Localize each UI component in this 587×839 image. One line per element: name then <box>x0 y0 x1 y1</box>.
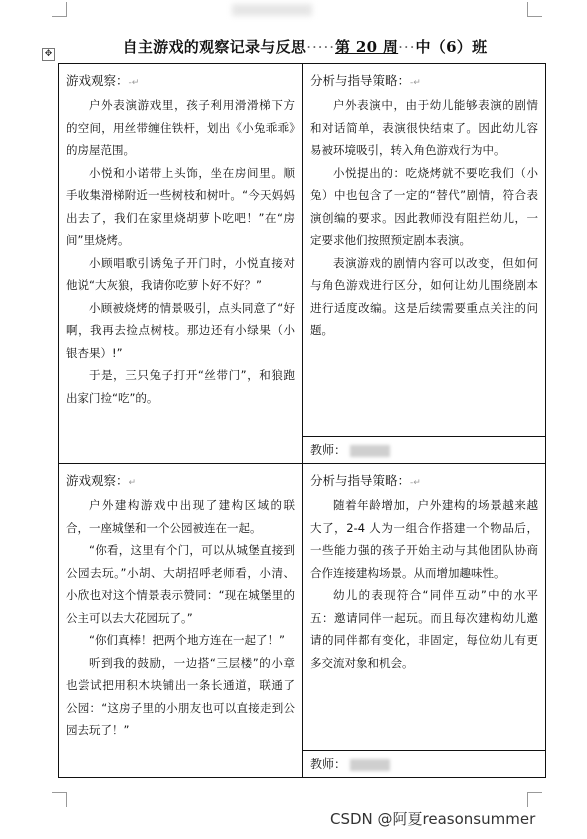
title-dots-2: ··· <box>398 38 416 56</box>
redacted-teacher-name <box>350 445 390 457</box>
obs2-para-4: 听到我的鼓励，一边搭“三层楼”的小章也尝试把用积木块铺出一条长通道，联通了公园：“这房子里的小朋友也可以直接走到公园去玩了！” <box>66 655 295 737</box>
title-dots-1: ····· <box>306 38 336 56</box>
ana1-para-2: 小悦提出的：吃烧烤就不要吃我们（小兔）中也包含了一定的“替代”剧情，符合表演创编的要求。因此教师没有阻拦幼儿，一定要求他们按照预定剧本表演。 <box>310 165 538 247</box>
ana1-para-1: 户外表演中，由于幼儿能够表演的剧情和对话简单，表演很快结束了。因此幼儿容易被环境吸引，转入角色游戏行为中。 <box>310 98 538 157</box>
obs1-para-2: 小悦和小诺带上头饰，坐在房间里。顺手收集滑梯附近一些树枝和树叶。“今天妈妈出去了，我们在家里烧胡萝卜吃吧！”在“房间”里烧烤。 <box>66 165 295 247</box>
teacher-label-1: 教师： <box>310 443 347 457</box>
page-corner-mark-bottom-left <box>52 792 67 807</box>
teacher-cell-2[interactable] <box>303 751 546 778</box>
observation-title-1: 游戏观察： <box>66 73 129 88</box>
obs1-para-1: 户外表演游戏里，孩子利用滑滑梯下方的空间，用丝带缠住铁杆，划出《小兔乖乖》的房屋范围。 <box>66 98 295 157</box>
page-corner-mark-top-left <box>52 2 67 17</box>
title-main: 自主游戏的观察记录与反思 <box>122 38 307 56</box>
page-corner-mark-bottom-right <box>527 792 542 807</box>
redacted-teacher-name <box>350 759 390 771</box>
observation-table <box>58 63 546 778</box>
ana2-para-1: 随着年龄增加，户外建构的场景越来越大了，2-4 人为一组合作搭建一个物品后，一些能力强的孩子开始主动与其他团队协商合作连接建构场景。从而增加趣味性。 <box>310 498 538 580</box>
obs2-para-3: “你们真棒！把两个地方连在一起了！” <box>89 633 285 647</box>
teacher-label-2: 教师： <box>310 757 347 771</box>
obs2-para-1: 户外建构游戏中出现了建构区域的联合，一座城堡和一个公园被连在一起。 <box>66 498 295 535</box>
obs2-para-2: “你看，这里有个门，可以从城堡直接到公园去玩。”小胡、大胡招呼老师看，小清、小欣也对这个情景表示赞同：“现在城堡里的公主可以去大花园玩了。” <box>66 543 295 625</box>
title-week: 第 20 周 <box>335 38 399 56</box>
analysis-title-2: 分析与指导策略： <box>310 473 411 488</box>
watermark: CSDN @阿夏reasonsummer <box>330 810 536 828</box>
title-class: 中（6）班 <box>415 38 488 56</box>
blurred-header-text <box>232 4 312 16</box>
observation-title-2: 游戏观察： <box>66 473 129 488</box>
analysis-title-1: 分析与指导策略： <box>310 73 411 88</box>
page-corner-mark-top-right <box>527 2 542 17</box>
obs1-para-4: 小顾被烧烤的情景吸引，点头同意了“好啊，我再去捡点树枝。那边还有小绿果（小银杏果）!” <box>66 300 295 360</box>
obs1-para-3: 小顾唱歌引诱兔子开门时，小悦直接对他说“大灰狼，我请你吃萝卜好不好？” <box>66 255 295 292</box>
ana1-para-3: 表演游戏的剧情内容可以改变，但如何与角色游戏进行区分，如何让幼儿围绕剧本进行适度改编。这是后续需要重点关注的问题。 <box>310 255 538 337</box>
analysis-cell-2[interactable]: 分析与指导策略：-↵ 随着年龄增加，户外建构的场景越来越大了，2-4 人为一组合作搭建一个物品后，一些能力强的孩子开始主动与其他团队协商合作连接建构场景。从而增加趣味性。 幼儿的表现符合“同伴互动”中的水平五：邀请同伴一起玩。而且每次建构幼儿邀请的同伴都有变化，非固定，每位幼儿有更多交流对象和机会。 <box>303 464 546 751</box>
page-title <box>60 36 550 60</box>
analysis-cell-1[interactable]: 分析与指导策略：-↵ 户外表演中，由于幼儿能够表演的剧情和对话简单，表演很快结束了。因此幼儿容易被环境吸引，转入角色游戏行为中。 小悦提出的：吃烧烤就不要吃我们（小兔）中也包含了一定的“替代”剧情，符合表演创编的要求。因此教师没有阻拦幼儿，一定要求他们按照预定剧本表演。 表演游戏的剧情内容可以改变，但如何与角色游戏进行区分，如何让幼儿围绕剧本进行适度改编。这是后续需要重点关注的问题。 <box>303 64 546 437</box>
teacher-cell-1[interactable] <box>303 437 546 464</box>
ana2-para-2: 幼儿的表现符合“同伴互动”中的水平五：邀请同伴一起玩。而且每次建构幼儿邀请的同伴都有变化，非固定，每位幼儿有更多交流对象和机会。 <box>310 588 538 670</box>
observation-cell-2[interactable]: 游戏观察：↵ 户外建构游戏中出现了建构区域的联合，一座城堡和一个公园被连在一起。 “你看，这里有个门，可以从城堡直接到公园去玩。”小胡、大胡招呼老师看，小清、小欣也对这个情景表示赞同：“现在城堡里的公主可以去大花园玩了。” “你们真棒！把两个地方连在一起了！” 听到我的鼓励，一边搭“三层楼”的小章也尝试把用积木块铺出一条长通道，联通了公园：“这房子里的小朋友也可以直接走到公园去玩了！” <box>59 464 303 778</box>
table-move-handle-icon[interactable]: ✥ <box>42 48 55 61</box>
obs1-para-5: 于是，三只兔子打开“丝带门”，和狼跑出家门捡“吃”的。 <box>66 368 295 405</box>
observation-cell-1[interactable]: 游戏观察：-↵ 户外表演游戏里，孩子利用滑滑梯下方的空间，用丝带缠住铁杆，划出《小兔乖乖》的房屋范围。 小悦和小诺带上头饰，坐在房间里。顺手收集滑梯附近一些树枝和树叶。“今天妈妈出去了，我们在家里烧胡萝卜吃吧！”在“房间”里烧烤。 小顾唱歌引诱兔子开门时，小悦直接对他说“大灰狼，我请你吃萝卜好不好？” 小顾被烧烤的情景吸引，点头同意了“好啊，我再去捡点树枝。那边还有小绿果（小银杏果）!” 于是，三只兔子打开“丝带门”，和狼跑出家门捡“吃”的。 <box>59 64 303 464</box>
